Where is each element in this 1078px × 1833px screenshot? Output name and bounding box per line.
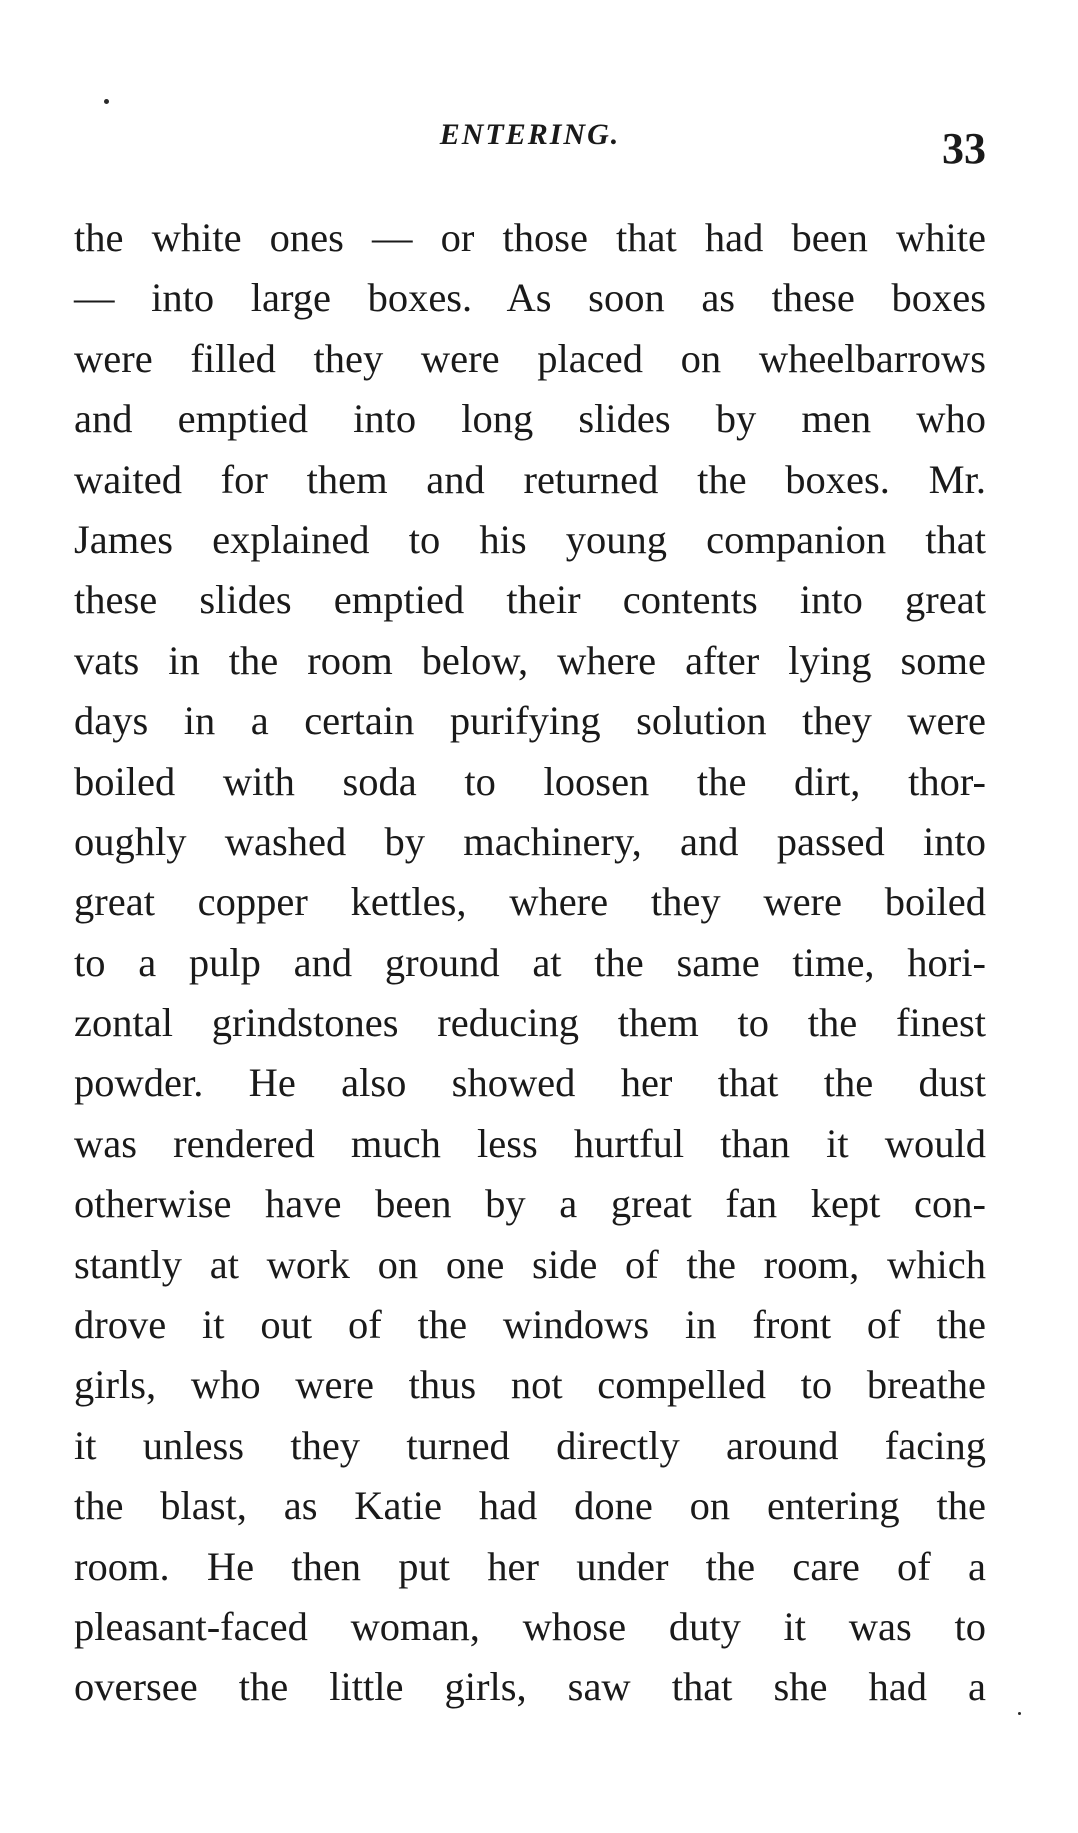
- text-line: otherwise have been by a great fan kept con-: [74, 1181, 986, 1227]
- page-number: 33: [942, 124, 986, 173]
- text-line: the blast, as Katie had done on entering the: [74, 1483, 986, 1529]
- running-head: ENTERING.: [439, 118, 621, 151]
- text-line: boiled with soda to loosen the dirt, thor-: [74, 758, 986, 804]
- ink-speck: [1018, 1712, 1021, 1715]
- text-line: was rendered much less hurtful than it would: [74, 1120, 986, 1166]
- text-line: room. He then put her under the care of a: [74, 1543, 986, 1589]
- text-line: oughly washed by machinery, and passed into: [74, 818, 986, 864]
- text-line: days in a certain purifying solution they were: [74, 698, 986, 744]
- text-line: vats in the room below, where after lying some: [74, 637, 986, 683]
- ink-speck: [104, 99, 109, 104]
- text-line: zontal grindstones reducing them to the finest: [74, 1000, 986, 1046]
- text-line: great copper kettles, where they were boiled: [74, 879, 986, 925]
- text-line: these slides emptied their contents into great: [74, 577, 986, 623]
- text-line: the white ones — or those that had been white: [74, 215, 986, 260]
- text-line: to a pulp and ground at the same time, hori-: [74, 939, 986, 985]
- text-line: stantly at work on one side of the room, which: [74, 1241, 986, 1287]
- text-line: powder. He also showed her that the dust: [74, 1060, 986, 1106]
- text-line: drove it out of the windows in front of the: [74, 1302, 986, 1348]
- body-text: [74, 208, 986, 1718]
- text-line: and emptied into long slides by men who: [74, 396, 986, 442]
- text-line: — into large boxes. As soon as these boxes: [74, 275, 986, 321]
- text-line: pleasant-faced woman, whose duty it was to: [74, 1603, 986, 1649]
- page-header: [74, 118, 986, 178]
- text-line: waited for them and returned the boxes. Mr.: [74, 456, 986, 502]
- text-line: were filled they were placed on wheelbarrows: [74, 335, 986, 381]
- text-line: it unless they turned directly around facing: [74, 1422, 986, 1468]
- text-line: girls, who were thus not compelled to breathe: [74, 1362, 986, 1408]
- text-line: oversee the little girls, saw that she had a: [74, 1664, 986, 1710]
- text-line: James explained to his young companion that: [74, 516, 986, 562]
